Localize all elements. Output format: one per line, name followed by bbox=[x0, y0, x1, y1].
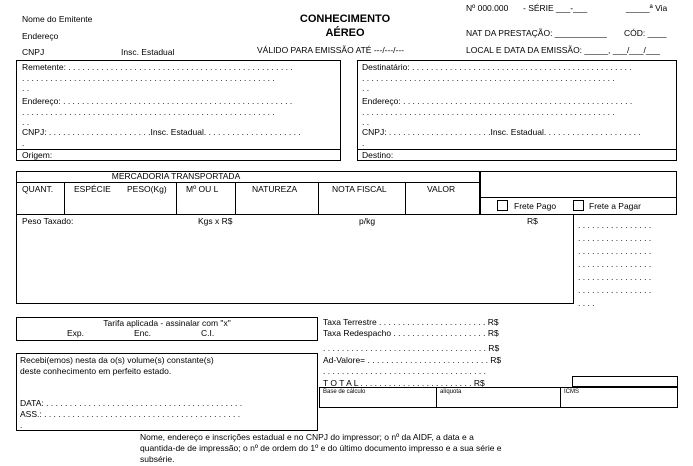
taxa-terrestre: Taxa Terrestre . . . . . . . . . . . . . . . . . . . . . . . R$ bbox=[323, 317, 499, 327]
tarifa-ci: C.I. bbox=[201, 328, 215, 338]
destinatario-dots: . . . . . . . . . . . . . . . . . . . . . . . . . . . . . . . . . . . . . . . . . . . . . . . . . . . . . . bbox=[362, 73, 615, 83]
validade-emissao: VÁLIDO PARA EMISSÃO ATÉ ---/---/--- bbox=[257, 45, 405, 55]
remetente-dots: . . . . . . . . . . . . . . . . . . . . . . . . . . . . . . . . . . . . . . . . . . . . . . . . . . . . . . bbox=[22, 73, 275, 83]
column-divider bbox=[176, 182, 177, 215]
footer-line: subsérie. bbox=[140, 454, 175, 464]
divider bbox=[16, 149, 341, 150]
tarifa-exp: Exp. bbox=[67, 328, 85, 338]
footer-line: Nome, endereço e inscrições estadual e no CNPJ do impressor; o nº da AIDF, a data e a bbox=[140, 432, 474, 442]
p-kg: p/kg bbox=[359, 216, 376, 226]
side-dots: . . . . . . . . . . . . . . . . bbox=[578, 220, 652, 230]
frete-a-pagar-checkbox[interactable] bbox=[573, 200, 584, 211]
tarifa-title: Tarifa aplicada - assinalar com "x" bbox=[103, 318, 231, 328]
total-value-box bbox=[572, 376, 678, 387]
aliquota-label: alíquota bbox=[440, 389, 462, 395]
side-dots: . . . . . . . . . . . . . . . . bbox=[578, 246, 652, 256]
frete-pago-checkbox[interactable] bbox=[497, 200, 508, 211]
icms-box bbox=[319, 387, 678, 408]
peso-taxado-label: Peso Taxado: bbox=[22, 216, 74, 226]
column-divider bbox=[436, 387, 437, 408]
col-natureza: NATUREZA bbox=[252, 184, 298, 194]
via: _____ª Via bbox=[626, 3, 668, 13]
destinatario-dots: . . bbox=[362, 83, 370, 93]
mercadoria-title: MERCADORIA TRANSPORTADA bbox=[111, 171, 241, 181]
side-dots: . . . . . . . . . . . . . . . . bbox=[578, 272, 652, 282]
document-subtitle: AÉREO bbox=[325, 27, 365, 39]
recibo-data: DATA: . . . . . . . . . . . . . . . . . . . . . . . . . . . . . . . . . . . . . . . . . . bbox=[20, 398, 243, 408]
codigo: CÓD: ____ bbox=[624, 28, 667, 38]
base-calculo-label: Base de cálculo bbox=[323, 389, 366, 395]
side-dots: . . . . . . . . . . . . . . . . bbox=[578, 285, 652, 295]
remetente-dots: . . bbox=[22, 117, 30, 127]
destinatario-endereco: Endereço: . . . . . . . . . . . . . . . . . . . . . . . . . . . . . . . . . . . . . . . . . . . . . . . . . bbox=[362, 96, 633, 106]
column-divider bbox=[318, 182, 319, 215]
side-dots: . . . . . . . . . . . . . . . . bbox=[578, 259, 652, 269]
column-divider bbox=[64, 182, 65, 215]
kgs-x-rs: Kgs x R$ bbox=[198, 216, 233, 226]
divider bbox=[480, 197, 677, 198]
divider bbox=[16, 182, 480, 183]
destinatario-dots: . . bbox=[362, 117, 370, 127]
local-data-emissao: LOCAL E DATA DA EMISSÃO: _____, ___/___/___ bbox=[466, 45, 661, 55]
divider bbox=[357, 149, 677, 150]
valor-rs: R$ bbox=[527, 216, 538, 226]
frete-a-pagar-label: Frete a Pagar bbox=[589, 201, 641, 211]
remetente-endereco: Endereço: . . . . . . . . . . . . . . . . . . . . . . . . . . . . . . . . . . . . . . . . . . . . . . . . . bbox=[22, 96, 293, 106]
taxa-redespacho: Taxa Redespacho . . . . . . . . . . . . . . . . . . . . R$ bbox=[323, 328, 499, 338]
side-dots: . . . . . . . . . . . . . . . . bbox=[578, 233, 652, 243]
emitente-nome: Nome do Emitente bbox=[22, 14, 93, 24]
natureza-prestacao: NAT DA PRESTAÇÃO: ___________ bbox=[466, 28, 607, 38]
destinatario-field: Destinatário: . . . . . . . . . . . . . . . . . . . . . . . . . . . . . . . . . . . . . . . . . . . . . . . bbox=[362, 62, 632, 72]
col-m3-ou-l: Mº OU L bbox=[186, 184, 219, 194]
footer-line: quantida-de de impressão; o nº de ordem do 1º e do último documento impresso e a sua série e bbox=[140, 443, 502, 453]
col-especie: ESPÉCIE bbox=[74, 184, 111, 194]
serie: - SÉRIE ___-___ bbox=[523, 3, 588, 13]
ad-valore: Ad-Valore= . . . . . . . . . . . . . . . . . . . . . . . . . . R$ bbox=[323, 355, 502, 365]
recibo-text: Recebi(emos) nesta da o(s) volume(s) constante(s) bbox=[20, 355, 214, 365]
col-peso: PESO(Kg) bbox=[127, 184, 167, 194]
recibo-dot: . bbox=[20, 420, 23, 430]
icms-label: ICMS bbox=[564, 389, 579, 395]
col-quant: QUANT. bbox=[22, 184, 54, 194]
destino-field: Destino: bbox=[362, 150, 394, 160]
numero-conhecimento: Nº 000.000 bbox=[466, 3, 509, 13]
frete-pago-label: Frete Pago bbox=[514, 201, 557, 211]
recibo-assinatura: ASS.: . . . . . . . . . . . . . . . . . . . . . . . . . . . . . . . . . . . . . . . . . . bbox=[20, 409, 241, 419]
destinatario-dots: . bbox=[362, 138, 365, 148]
remetente-dots: . . bbox=[22, 83, 30, 93]
remetente-cnpj: CNPJ: . . . . . . . . . . . . . . . . . . . . . .Insc. Estadual. . . . . . . . . . . . . . . . . . . . . bbox=[22, 127, 301, 137]
emitente-endereco: Endereço bbox=[22, 31, 59, 41]
taxas-dots: . . . . . . . . . . . . . . . . . . . . . . . . . . . . . . . . . . . bbox=[323, 366, 486, 376]
destinatario-dots: . . . . . . . . . . . . . . . . . . . . . . . . . . . . . . . . . . . . . . . . . . . . . . . . . . . . . . bbox=[362, 107, 615, 117]
column-divider bbox=[560, 387, 561, 408]
taxa-em-branco: . . . . . . . . . . . . . . . . . . . . . . . . . . . . . . . . . . . R$ bbox=[323, 343, 500, 353]
origem-field: Origem: bbox=[22, 150, 53, 160]
peso-taxado-box bbox=[16, 214, 574, 304]
column-divider bbox=[235, 182, 236, 215]
remetente-dots: . bbox=[22, 138, 25, 148]
remetente-dots: . . . . . . . . . . . . . . . . . . . . . . . . . . . . . . . . . . . . . . . . . . . . . . . . . . . . . . bbox=[22, 107, 275, 117]
remetente-field: Remetente: . . . . . . . . . . . . . . . . . . . . . . . . . . . . . . . . . . . . . . . . . . . . . . . . bbox=[22, 62, 293, 72]
column-divider bbox=[405, 182, 406, 215]
emitente-cnpj: CNPJ bbox=[22, 47, 45, 57]
document-title: CONHECIMENTO bbox=[299, 13, 391, 25]
destinatario-cnpj: CNPJ: . . . . . . . . . . . . . . . . . . . . . .Insc. Estadual. . . . . . . . . . . . . . . . . . . . . bbox=[362, 127, 641, 137]
col-valor: VALOR bbox=[427, 184, 456, 194]
emitente-insc-estadual: Insc. Estadual bbox=[121, 47, 175, 57]
col-nota-fiscal: NOTA FISCAL bbox=[332, 184, 387, 194]
total: T O T A L . . . . . . . . . . . . . . . . . . . . . . . . R$ bbox=[323, 378, 485, 388]
recibo-text: deste conhecimento em perfeito estado. bbox=[20, 366, 172, 376]
side-dots: . . . . bbox=[578, 298, 595, 308]
tarifa-enc: Enc. bbox=[134, 328, 152, 338]
